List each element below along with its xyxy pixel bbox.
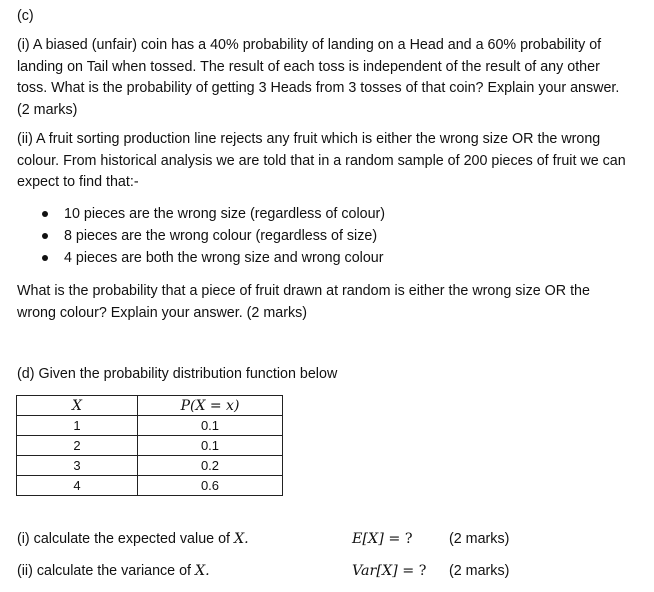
question-d-ii <box>17 561 210 581</box>
variance-rhs: = ? <box>397 563 427 579</box>
question-c-ii: (ii) A fruit sorting production line rejects any fruit which is either the wrong size OR the wrong colour. From historical analysis we are told that in a random sample of 200 pieces of fruit we can expect to find that:- <box>17 131 626 190</box>
part-d-intro: (d) Given the probability distribution function below <box>17 366 338 382</box>
list-item: 4 pieces are both the wrong size and wrong colour <box>40 247 385 269</box>
cell-p: 0.1 <box>138 416 283 436</box>
table-header-row <box>17 396 283 416</box>
table-row <box>17 456 283 476</box>
cell-p: 0.2 <box>138 456 283 476</box>
table-row <box>17 416 283 436</box>
table-row <box>17 436 283 456</box>
list-item: 8 pieces are the wrong colour (regardless of size) <box>40 225 385 247</box>
question-d-i-variable: X. <box>233 531 249 547</box>
question-d-i <box>17 529 249 549</box>
part-c-label: (c) <box>17 8 34 24</box>
question-d-ii-variable: X. <box>195 563 210 579</box>
cell-p: 0.1 <box>138 436 283 456</box>
expected-value-lhs: E[X] <box>352 531 384 547</box>
list-item: 10 pieces are the wrong size (regardless of colour) <box>40 203 385 225</box>
question-c-i: (i) A biased (unfair) coin has a 40% probability of landing on a Head and a 60% probability of landing on Tail when tossed. The result of each toss is independent of the result of any other toss. What is the probability of getting 3 Heads from 3 tosses of that coin? Explain your answer. (2 marks) <box>17 37 620 118</box>
fruit-defect-list <box>40 203 385 269</box>
header-px: P(X = x) <box>138 396 283 416</box>
variance-equation <box>352 561 426 581</box>
variance-lhs: Var[X] <box>352 563 398 579</box>
expected-value-rhs: = ? <box>383 531 413 547</box>
question-d-i-text: (i) calculate the expected value of <box>17 531 234 547</box>
cell-p: 0.6 <box>138 476 283 496</box>
marks-d-i: (2 marks) <box>449 531 510 547</box>
cell-x: 3 <box>17 456 138 476</box>
expected-value-equation <box>352 529 413 549</box>
cell-x: 1 <box>17 416 138 436</box>
question-c-ii-prompt: What is the probability that a piece of fruit drawn at random is either the wrong size OR the wrong colour? Explain your answer. (2 marks) <box>17 283 590 321</box>
cell-x: 4 <box>17 476 138 496</box>
table-row <box>17 476 283 496</box>
cell-x: 2 <box>17 436 138 456</box>
probability-distribution-table <box>16 395 283 496</box>
marks-d-ii: (2 marks) <box>449 563 510 579</box>
question-d-ii-text: (ii) calculate the variance of <box>17 563 195 579</box>
header-x: X <box>17 396 138 416</box>
